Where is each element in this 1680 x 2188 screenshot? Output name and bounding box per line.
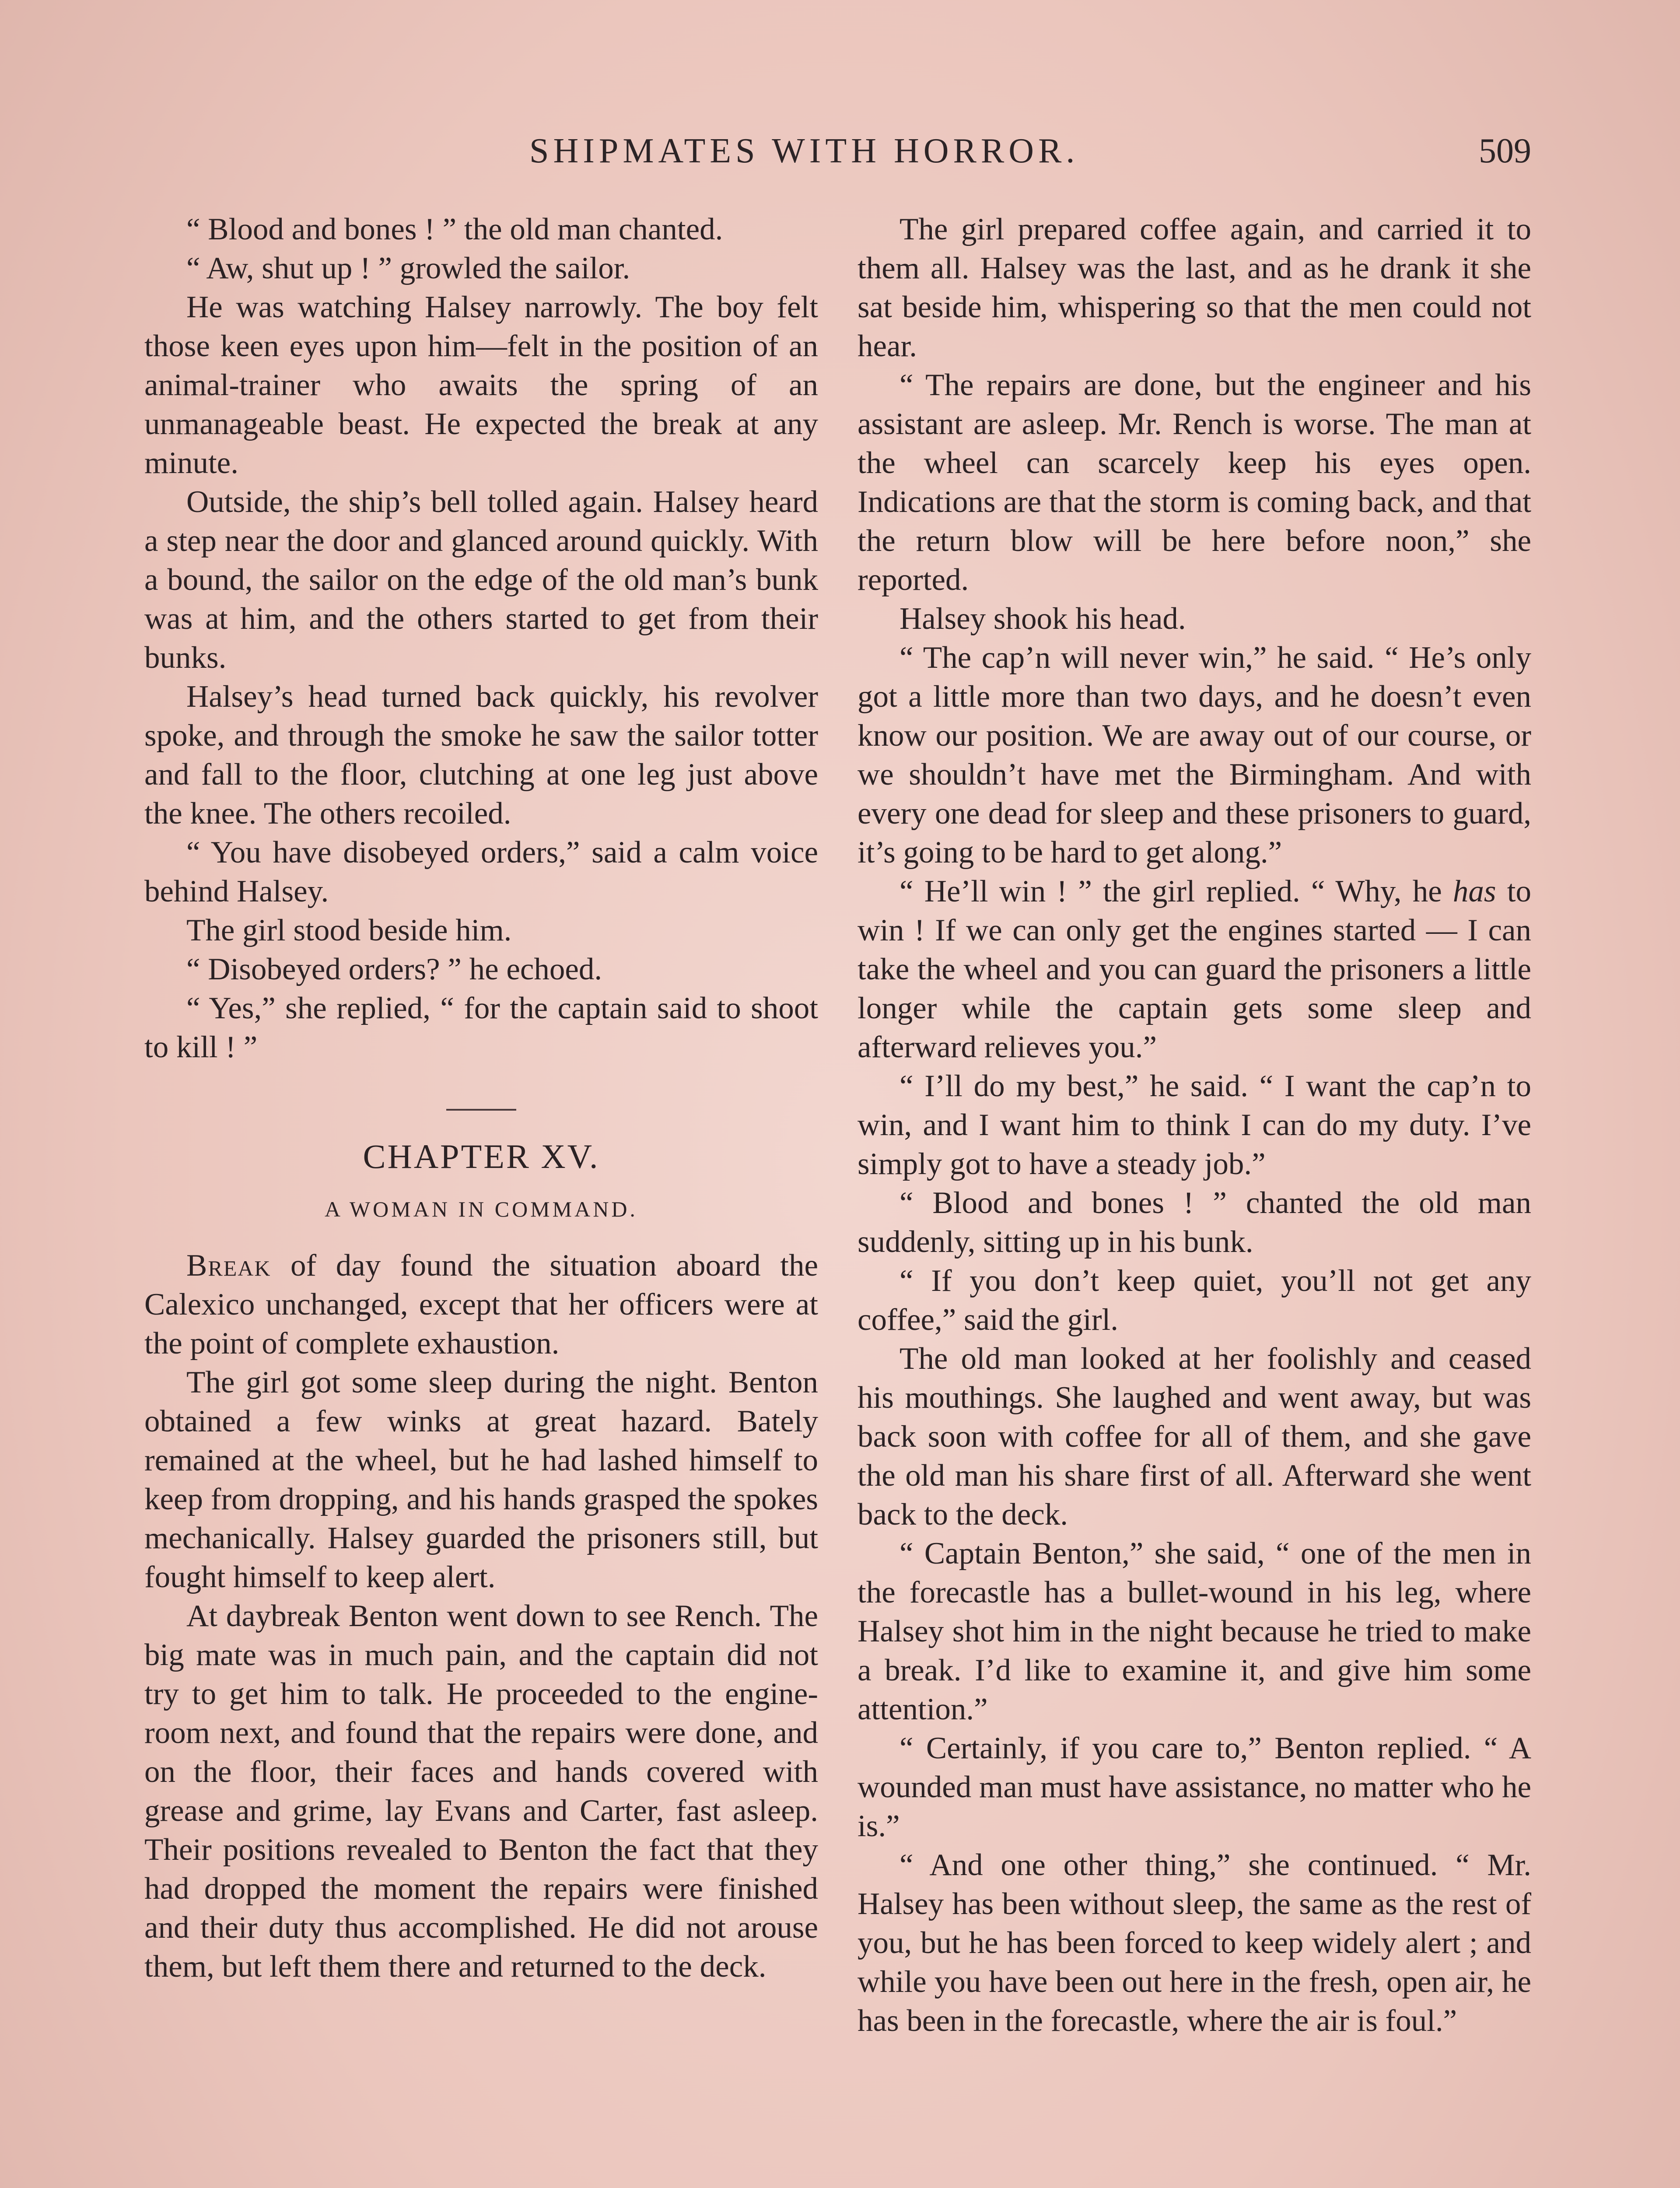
paragraph: The girl stood beside him. <box>186 913 512 947</box>
paragraph: The girl prepared coffee again, and carried it to them all. Halsey was the last, and as he drank it she sat beside him, whispering so that the men could not hear. <box>858 212 1531 363</box>
section-divider <box>446 1109 516 1111</box>
opening-word: Break <box>186 1248 271 1283</box>
running-title: SHIPMATES WITH HORROR. <box>529 132 1079 170</box>
chapter-subtitle: A WOMAN IN COMMAND. <box>325 1197 638 1221</box>
paragraph: At daybreak Benton went down to see Rench. The big mate was in much pain, and the captain did not try to get him to talk. He proceeded to the engine-room next, and found that the repairs were done, and on the floor, their faces and hands covered with grease and grime, lay Evans and Carter, fast asleep. Their positions revealed to Benton the fact that they had dropped the moment the repairs were finished and their duty thus accomplished. He did not arouse them, but left them there and returned to the deck. <box>144 1599 818 1984</box>
paragraph-text: to win ! If we can only get the engines started — I can take the wheel and you can guard the prisoners a little longer while the captain gets some sleep and afterward relieves you.” <box>858 874 1531 1064</box>
paragraph: He was watching Halsey narrowly. The boy felt those keen eyes upon him—felt in the position of an animal-trainer who awaits the spring of an unmanageable beast. He expected the break at any minute. <box>144 290 818 480</box>
paragraph: “ You have disobeyed orders,” said a calm voice behind Halsey. <box>144 835 818 908</box>
paragraph-text: “ He’ll win ! ” the girl replied. “ Why, he <box>900 874 1453 908</box>
paragraph: “ Aw, shut up ! ” growled the sailor. <box>186 251 630 285</box>
paragraph: The girl got some sleep during the night. Benton obtained a few winks at great hazard. Bately remained at the wheel, but he had lashed himself to keep from dropping, and his hands grasped the spokes mechanically. Halsey guarded the prisoners still, but fought himself to keep alert. <box>144 1365 818 1594</box>
chapter-title: CHAPTER XV. <box>363 1137 600 1175</box>
paragraph: “ Blood and bones ! ” the old man chanted. <box>186 212 723 246</box>
left-column <box>144 210 818 1986</box>
paragraph: “ If you don’t keep quiet, you’ll not get any coffee,” said the girl. <box>858 1264 1531 1337</box>
paragraph: Halsey’s head turned back quickly, his revolver spoke, and through the smoke he saw the sailor totter and fall to the floor, clutching at one leg just above the knee. The others recoiled. <box>144 680 818 831</box>
paragraph: “ Blood and bones ! ” chanted the old man suddenly, sitting up in his bunk. <box>858 1186 1531 1259</box>
paragraph: “ I’ll do my best,” he said. “ I want the cap’n to win, and I want him to think I can do my duty. I’ve simply got to have a steady job.” <box>858 1069 1531 1181</box>
paragraph: Halsey shook his head. <box>900 602 1186 636</box>
paragraph: “ Yes,” she replied, “ for the captain said to shoot to kill ! ” <box>144 991 818 1064</box>
paragraph: “ And one other thing,” she continued. “ Mr. Halsey has been without sleep, the same as the rest of you, but he has been forced to keep widely alert ; and while you have been out here in the fresh, open air, he has been in the forecastle, where the air is foul.” <box>858 1848 1531 2038</box>
paragraph-text: of day found the situation aboard the Calexico unchanged, except that her officers were at the point of complete exhaustion. <box>144 1248 818 1360</box>
paragraph: The old man looked at her foolishly and ceased his mouthings. She laughed and went away, but was back soon with coffee for all of them, and she gave the old man his share first of all. Afterward she went back to the deck. <box>858 1342 1531 1532</box>
paragraph: “ The cap’n will never win,” he said. “ He’s only got a little more than two days, and he doesn’t even know our position. We are away out of our course, or we shouldn’t have met the Birmingham. And with every one dead for sleep and these prisoners to guard, it’s going to be hard to get along.” <box>858 641 1531 870</box>
paragraph: “ Disobeyed orders? ” he echoed. <box>186 952 602 986</box>
right-column <box>858 210 1531 2041</box>
paragraph: “ Captain Benton,” she said, “ one of the men in the forecastle has a bullet-wound in his leg, where Halsey shot him in the night because he tried to make a break. I’d like to examine it, and give him some attention.” <box>858 1536 1531 1726</box>
emphasis: has <box>1452 874 1496 908</box>
paragraph <box>858 872 1531 1067</box>
paragraph: “ The repairs are done, but the engineer and his assistant are asleep. Mr. Rench is worse. The man at the wheel can scarcely keep his eyes open. Indications are that the storm is coming back, and that the return blow will be here before noon,” she reported. <box>858 368 1531 597</box>
paragraph <box>144 1246 818 1363</box>
paragraph: “ Certainly, if you care to,” Benton replied. “ A wounded man must have assistance, no matter who he is.” <box>858 1731 1531 1843</box>
page-number: 509 <box>1479 132 1531 170</box>
paragraph: Outside, the ship’s bell tolled again. Halsey heard a step near the door and glanced around quickly. With a bound, the sailor on the edge of the old man’s bunk was at him, and the others started to get from their bunks. <box>144 485 818 675</box>
